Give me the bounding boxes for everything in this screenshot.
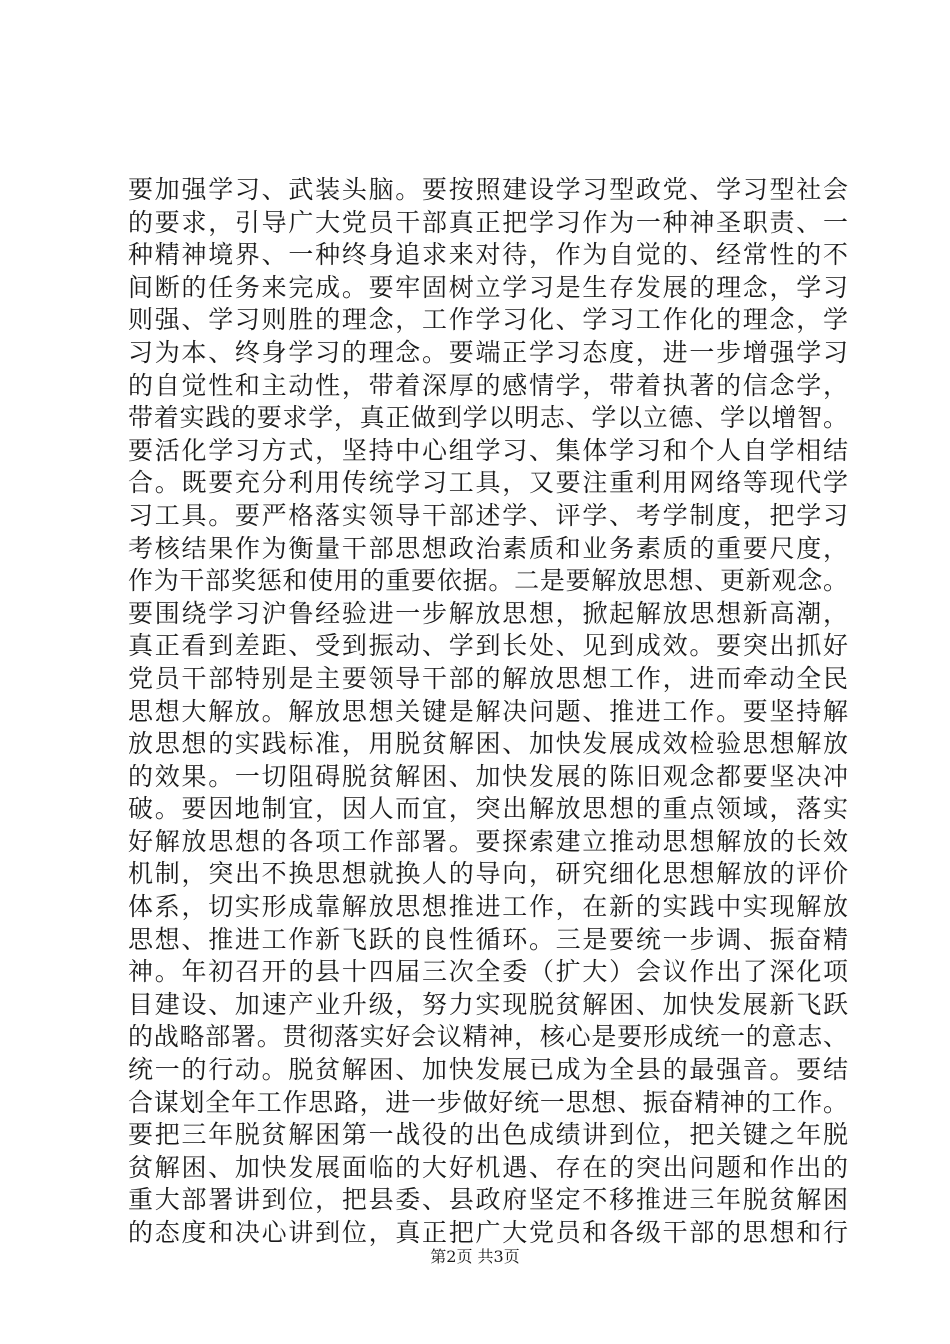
text-line: 的战略部署。贯彻落实好会议精神，核心是要形成统一的意志、 — [128, 1022, 848, 1052]
text-line: 的态度和决心讲到位，真正把广大党员和各级干部的思想和行 — [128, 1218, 848, 1247]
page-footer: 第2页 共3页 — [430, 1247, 520, 1266]
text-line: 间断的任务来完成。要牢固树立学习是生存发展的理念，学习 — [128, 272, 848, 302]
text-line: 统一的行动。脱贫解困、加快发展已成为全县的最强音。要结 — [128, 1055, 848, 1085]
text-line: 神。年初召开的县十四届三次全委（扩大）会议作出了深化项 — [128, 957, 848, 987]
text-line: 好解放思想的各项工作部署。要探索建立推动思想解放的长效 — [128, 826, 848, 856]
text-line: 的要求，引导广大党员干部真正把学习作为一种神圣职责、一 — [128, 207, 848, 237]
text-line: 考核结果作为衡量干部思想政治素质和业务素质的重要尺度， — [128, 533, 848, 563]
text-line: 种精神境界、一种终身追求来对待，作为自觉的、经常性的不 — [128, 240, 848, 270]
text-line: 则强、学习则胜的理念，工作学习化、学习工作化的理念，学 — [128, 305, 848, 335]
text-line: 党员干部特别是主要领导干部的解放思想工作，进而牵动全民 — [128, 663, 848, 693]
text-line: 贫解困、加快发展面临的大好机遇、存在的突出问题和作出的 — [128, 1152, 848, 1182]
text-line: 目建设、加速产业升级，努力实现脱贫解困、加快发展新飞跃 — [128, 989, 848, 1019]
text-line: 体系，切实形成靠解放思想推进工作，在新的实践中实现解放 — [128, 892, 848, 922]
text-line: 放思想的实践标准，用脱贫解困、加快发展成效检验思想解放 — [128, 729, 848, 759]
text-line: 的自觉性和主动性，带着深厚的感情学，带着执著的信念学， — [128, 370, 848, 400]
text-line: 习为本、终身学习的理念。要端正学习态度，进一步增强学习 — [128, 337, 848, 367]
text-line: 作为干部奖惩和使用的重要依据。二是要解放思想、更新观念。 — [128, 566, 848, 596]
text-line: 要加强学习、武装头脑。要按照建设学习型政党、学习型社会 — [128, 175, 848, 204]
text-line: 要活化学习方式，坚持中心组学习、集体学习和个人自学相结 — [128, 435, 848, 465]
text-line: 重大部署讲到位，把县委、县政府坚定不移推进三年脱贫解困 — [128, 1185, 848, 1215]
text-line: 要围绕学习沪鲁经验进一步解放思想，掀起解放思想新高潮， — [128, 598, 848, 628]
text-line: 思想、推进工作新飞跃的良性循环。三是要统一步调、振奋精 — [128, 924, 848, 954]
text-line: 的效果。一切阻碍脱贫解困、加快发展的陈旧观念都要坚决冲 — [128, 761, 848, 791]
text-line: 带着实践的要求学，真正做到学以明志、学以立德、学以增智。 — [128, 403, 848, 433]
text-line: 习工具。要严格落实领导干部述学、评学、考学制度，把学习 — [128, 500, 848, 530]
text-line: 合谋划全年工作思路，进一步做好统一思想、振奋精神的工作。 — [128, 1087, 848, 1117]
text-line: 合。既要充分利用传统学习工具，又要注重利用网络等现代学 — [128, 468, 848, 498]
body-text — [128, 174, 848, 1250]
text-line: 真正看到差距、受到振动、学到长处、见到成效。要突出抓好 — [128, 631, 848, 661]
text-line: 破。要因地制宜，因人而宜，突出解放思想的重点领域，落实 — [128, 794, 848, 824]
text-line: 要把三年脱贫解困第一战役的出色成绩讲到位，把关键之年脱 — [128, 1120, 848, 1150]
text-line: 机制，突出不换思想就换人的导向，研究细化思想解放的评价 — [128, 859, 848, 889]
text-line: 思想大解放。解放思想关键是解决问题、推进工作。要坚持解 — [128, 696, 848, 726]
